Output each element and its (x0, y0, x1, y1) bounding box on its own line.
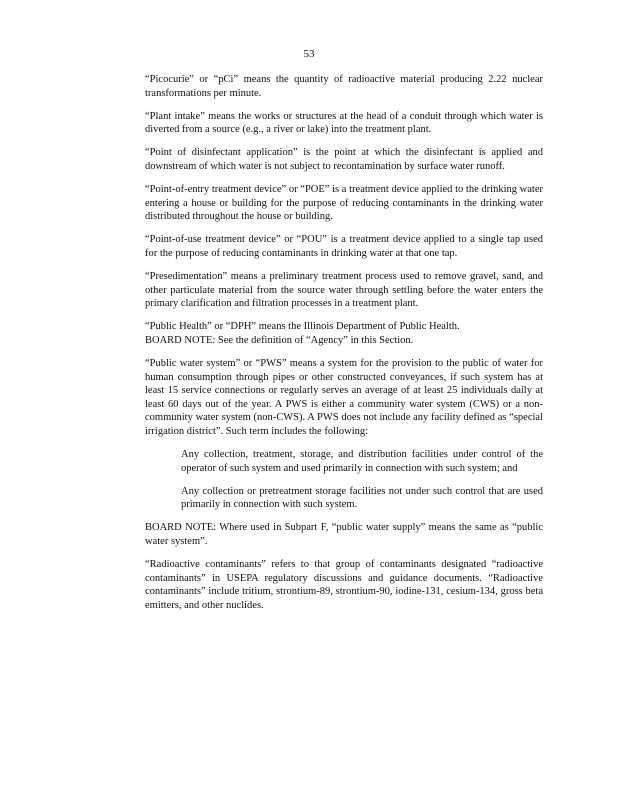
definition-radioactive-contaminants: “Radioactive contaminants” refers to that group of contaminants designated “radioactive contaminants” in USEPA regulatory discussions and guidance documents. “Radioactive contaminants” include tritium, strontium-89, strontium-90, iodine-131, cesium-134, gross beta emitters, and other nuclides. (145, 559, 543, 611)
pws-item-collection-pretreatment: Any collection or pretreatment storage facilities not under such control that are used primarily in connection with such system. (181, 485, 543, 511)
board-note-public-water-supply: BOARD NOTE: Where used in Subpart F, “public water supply” means the same as “public water system”. (145, 522, 543, 548)
definition-public-health-block (145, 320, 543, 347)
pws-item-collection-treatment: Any collection, treatment, storage, and distribution facilities under control of the operator of such system and used primarily in connection with such system; and (181, 449, 543, 474)
definition-presedimentation: “Presedimentation” means a preliminary treatment process used to remove gravel, sand, and other particulate material from the source water through settling before the water enters the primary clarification and filtration processes in a treatment plant. (145, 271, 543, 310)
definition-picocurie: “Picocurie” or “pCi” means the quantity of radioactive material producing 2.22 nuclear transformations per minute. (145, 74, 543, 99)
definition-point-of-entry: “Point-of-entry treatment device” or “POE” is a treatment device applied to the drinking water entering a house or building for the purpose of reducing contaminants in the drinking water distributed throughout the house or building. (145, 184, 543, 223)
definition-public-health: “Public Health” or “DPH” means the Illinois Department of Public Health. (145, 321, 460, 333)
definition-point-of-disinfectant-application: “Point of disinfectant application” is the point at which the disinfectant is applied and downstream of which water is not subject to recontamination by surface water runoff. (145, 147, 543, 172)
board-note-agency: BOARD NOTE: See the definition of “Agency” in this Section. (145, 334, 414, 346)
definition-point-of-use: “Point-of-use treatment device” or “POU” is a treatment device applied to a single tap used for the purpose of reducing contaminants in drinking water at that one tap. (145, 234, 543, 259)
document-body (145, 73, 543, 622)
page-number: 53 (303, 48, 315, 60)
definition-plant-intake: “Plant intake” means the works or structures at the head of a conduit through which water is diverted from a source (e.g., a river or lake) into the treatment plant. (145, 110, 543, 136)
definition-public-water-system: “Public water system” or “PWS” means a system for the provision to the public of water for human consumption through pipes or other constructed conveyances, if such system has at least 15 service connections or regularly serves an average of at least 25 individuals daily at least 60 days out of the year. A PWS is either a community water system (CWS) or a non-community water system (non-CWS). A PWS does not include any facility defined as “special irrigation district”. Such term includes the following: (145, 358, 543, 437)
